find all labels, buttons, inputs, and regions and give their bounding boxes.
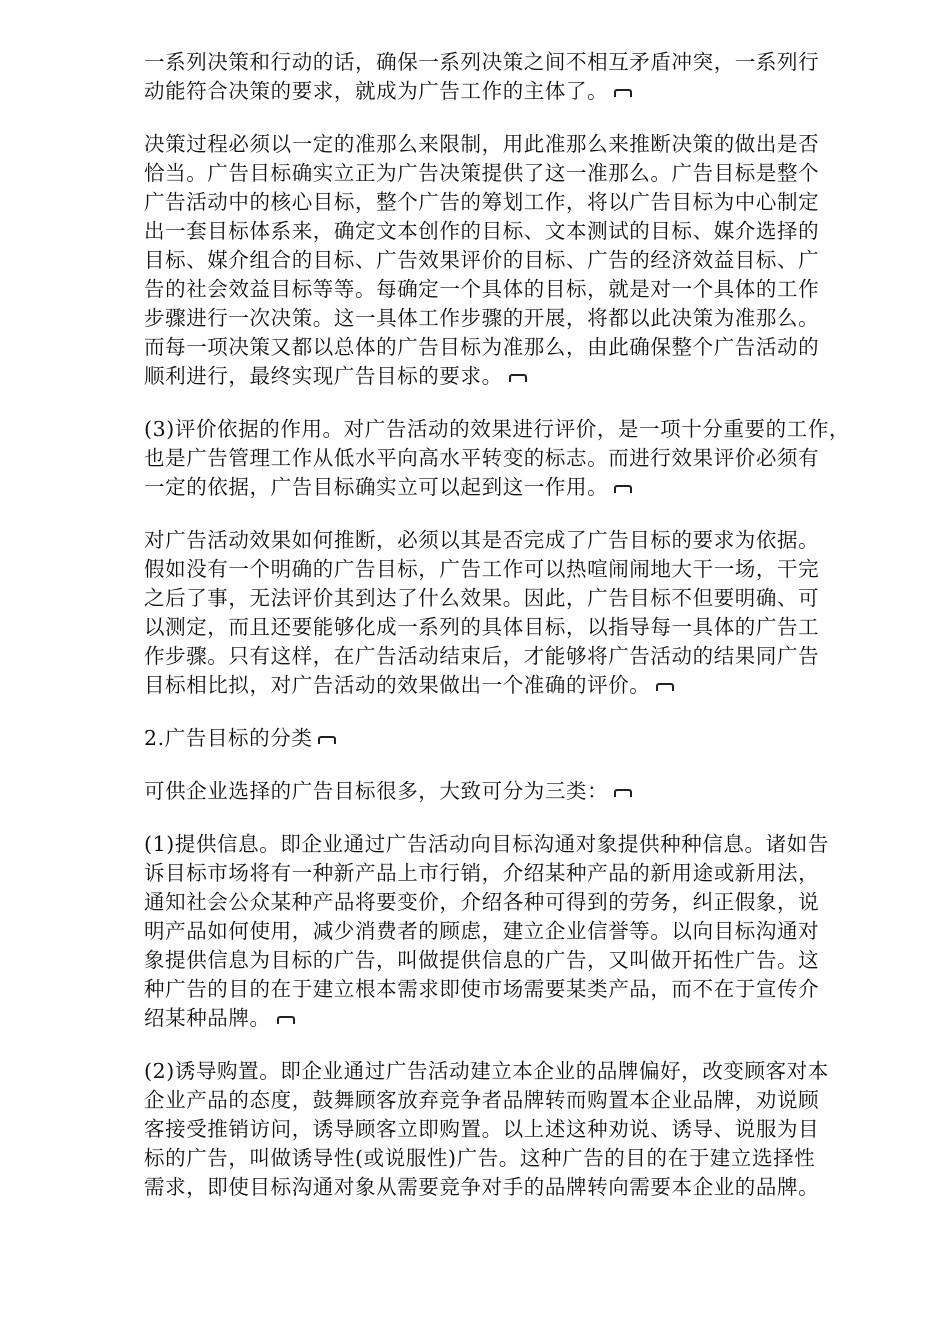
text-line: (1)提供信息。即企业通过广告活动向目标沟通对象提供种种信息。诸如告 [144,832,829,856]
paragraph-return-icon [277,1016,295,1024]
text-line [144,473,890,502]
text-line: 目标、媒介组合的目标、广告效果评价的目标、广告的经济效益目标、广 [144,248,820,272]
text-line-content: 可供企业选择的广告目标很多，大致可分为三类： [144,779,609,803]
paragraph-return-icon [614,789,632,797]
text-line-content: 2.广告目标的分类 [144,726,313,750]
text-line: 之后了事，无法评价其到达了什么效果。因此，广告目标不但要明确、可 [144,586,820,610]
text-line: 以测定，而且还要能够化成一系列的具体目标，以指导每一具体的广告工 [144,615,820,639]
paragraph-2 [144,130,890,391]
text-line: 通知社会公众某种产品将要变价，介绍各种可得到的劳务，纠正假象，说 [144,890,820,914]
paragraph-4 [144,526,890,700]
text-line [144,724,890,753]
text-line: 标的广告，叫做诱导性(或说服性)广告。这种广告的目的在于建立选择性 [144,1146,816,1170]
paragraph-return-icon [509,374,527,382]
text-line-content: 目标相比拟，对广告活动的效果做出一个准确的评价。 [144,673,651,697]
paragraph-return-icon [614,89,632,97]
text-line [144,362,890,391]
text-line [144,777,890,806]
text-line: 对广告活动效果如何推断，必须以其是否完成了广告目标的要求为依据。 [144,528,820,552]
text-line: 假如没有一个明确的广告目标，广告工作可以热喧闹闹地大干一场，干完 [144,557,820,581]
text-line: 而每一项决策又都以总体的广告目标为准那么，由此确保整个广告活动的 [144,335,820,359]
paragraph-return-icon [656,683,674,691]
text-line: 一系列决策和行动的话，确保一系列决策之间不相互矛盾冲突，一系列行 [144,50,820,74]
text-line-content: 顺利进行，最终实现广告目标的要求。 [144,364,503,388]
text-line: 出一套目标体系来，确定文本创作的目标、文本测试的目标、媒介选择的 [144,219,820,243]
text-line: 诉目标市场将有一种新产品上市行销，介绍某种产品的新用途或新用法， [144,861,820,885]
text-line: (3)评价依据的作用。对广告活动的效果进行评价，是一项十分重要的工作， [144,417,851,441]
text-line: 决策过程必须以一定的准那么来限制，用此准那么来推断决策的做出是否 [144,132,820,156]
paragraph-return-icon [318,736,336,744]
text-line: 种广告的目的在于建立根本需求即使市场需要某类产品，而不在于宣传介 [144,977,820,1001]
text-line: 明产品如何使用，减少消费者的顾虑，建立企业信誉等。以向目标沟通对 [144,919,820,943]
text-line-content: 绍某种品牌。 [144,1006,271,1030]
text-line: 广告活动中的核心目标，整个广告的筹划工作，将以广告目标为中心制定 [144,190,820,214]
paragraph-8 [144,1057,890,1202]
text-line-content: 一定的依据，广告目标确实立可以起到这一作用。 [144,475,609,499]
text-line: 恰当。广告目标确实立正为广告决策提供了这一准那么。广告目标是整个 [144,161,820,185]
text-line: 作步骤。只有这样，在广告活动结束后，才能够将广告活动的结果同广告 [144,644,820,668]
text-line [144,671,890,700]
text-line: 需求，即使目标沟通对象从需要竞争对手的品牌转向需要本企业的品牌。 [144,1175,820,1199]
text-line: 客接受推销访问，诱导顾客立即购置。以上述这种劝说、诱导、说服为目 [144,1117,820,1141]
text-line: 也是广告管理工作从低水平向高水平转变的标志。而进行效果评价必须有 [144,446,820,470]
text-line [144,1004,890,1033]
text-line: 步骤进行一次决策。这一具体工作步骤的开展，将都以此决策为准那么。 [144,306,820,330]
section-heading [144,724,890,753]
text-line: 企业产品的态度，鼓舞顾客放弃竞争者品牌转而购置本企业品牌，劝说顾 [144,1088,820,1112]
text-line: 告的社会效益目标等等。每确定一个具体的目标，就是对一个具体的工作 [144,277,820,301]
text-line: 象提供信息为目标的广告，叫做提供信息的广告，又叫做开拓性广告。这 [144,948,820,972]
text-line [144,77,890,106]
paragraph-1 [144,48,890,106]
paragraph-6 [144,777,890,806]
text-line-content: 动能符合决策的要求，就成为广告工作的主体了。 [144,79,609,103]
text-line: (2)诱导购置。即企业通过广告活动建立本企业的品牌偏好，改变顾客对本 [144,1059,829,1083]
paragraph-7 [144,830,890,1033]
paragraph-return-icon [614,485,632,493]
paragraph-3 [144,415,890,502]
